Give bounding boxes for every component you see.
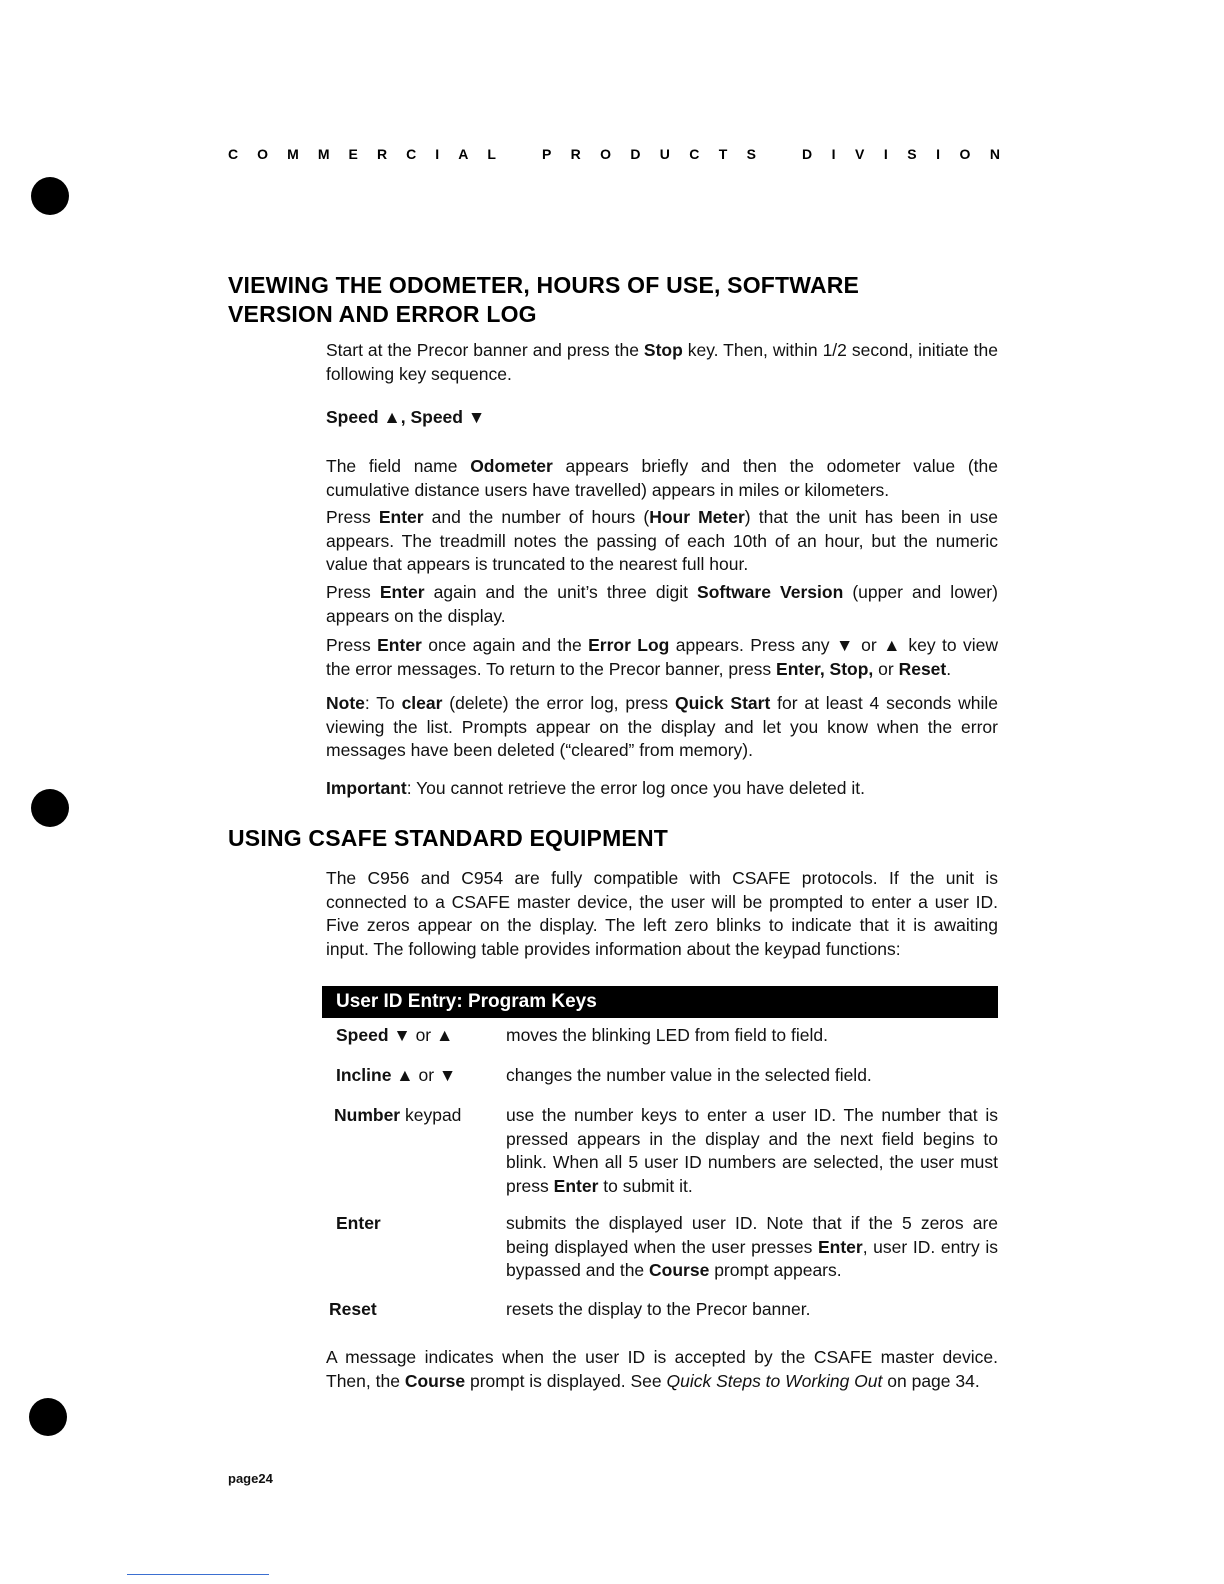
- running-head-word-products: [542, 146, 756, 162]
- section-heading-csafe: USING CSAFE STANDARD EQUIPMENT: [228, 825, 669, 851]
- enter-key-label: Enter: [817, 1236, 863, 1257]
- speed-up-arrow: ▲,: [378, 407, 411, 427]
- paragraph-hour-meter: [326, 506, 998, 577]
- table-desc-cell: [506, 1064, 998, 1088]
- text-span: Press: [326, 635, 378, 655]
- key-name: Reset: [329, 1299, 377, 1319]
- text-span: : To: [364, 693, 402, 713]
- binder-hole-top: [31, 177, 69, 215]
- text-span: key. Then, within 1/2 second, initiate the following key sequence.: [326, 340, 998, 384]
- table-key-cell: [334, 1104, 494, 1128]
- text-span: .: [946, 658, 952, 679]
- running-head-letter: I: [883, 146, 888, 162]
- key-name: Speed: [336, 1025, 389, 1045]
- desc-text: changes the number value in the selected field.: [506, 1065, 872, 1085]
- running-head-word-division: [802, 146, 1000, 162]
- text-span: and the number of hours (: [423, 507, 650, 527]
- running-head-letter: M: [287, 146, 299, 162]
- running-head-letter: R: [570, 146, 581, 162]
- text-span: : You cannot retrieve the error log once you have deleted it.: [406, 778, 865, 798]
- clear-label: clear: [401, 693, 443, 713]
- paragraph-error-log: [326, 634, 998, 681]
- important-label: Important: [326, 778, 407, 798]
- enter-stop-label: Enter, Stop,: [776, 658, 874, 679]
- running-head-letter: D: [630, 146, 641, 162]
- course-label: Course: [404, 1370, 466, 1391]
- enter-key-label: Enter: [378, 507, 424, 527]
- text-span: The field name: [326, 456, 471, 476]
- text-span: prompt is displayed. See: [465, 1370, 667, 1391]
- table-header-user-id-entry: User ID Entry: Program Keys: [322, 986, 998, 1018]
- speed-key-label: Speed: [410, 407, 463, 427]
- hour-meter-label: Hour Meter: [649, 507, 745, 527]
- note-label: Note: [326, 693, 365, 713]
- key-arrows: ▲ or ▼: [391, 1065, 457, 1085]
- desc-text: use the number keys to enter a user ID. The number that is pressed appears in the display and the next field begins to blink. When all 5 user ID numbers are selected, the user must press: [506, 1105, 998, 1196]
- desc-text: moves the blinking LED from field to field.: [506, 1025, 828, 1045]
- table-key-cell: [336, 1212, 496, 1236]
- table-desc-cell: [506, 1104, 998, 1198]
- running-head-letter: N: [989, 146, 1000, 162]
- running-head-letter: I: [435, 146, 440, 162]
- key-arrows: ▼ or ▲: [388, 1025, 454, 1045]
- table-key-cell: [329, 1298, 489, 1322]
- page-number: page24: [228, 1471, 273, 1486]
- running-head-letter: C: [228, 146, 239, 162]
- running-head-letter: O: [959, 146, 971, 162]
- text-span: again and the unit’s three digit: [424, 582, 698, 602]
- running-head-letter: L: [487, 146, 496, 162]
- desc-text: to submit it.: [598, 1175, 693, 1196]
- paragraph-odometer: [326, 455, 998, 502]
- text-span: Start at the Precor banner and press the: [326, 340, 644, 360]
- quick-start-label: Quick Start: [674, 693, 771, 713]
- running-head-letter: M: [317, 146, 330, 162]
- paragraph-start-precor-banner: [326, 339, 998, 386]
- section-heading-line-1: VIEWING THE ODOMETER, HOURS OF USE, SOFTWARE: [228, 272, 860, 298]
- running-head-letter: V: [855, 146, 865, 162]
- course-label: Course: [649, 1260, 710, 1280]
- running-head-letter: U: [659, 146, 670, 162]
- running-head-word-commercial: [228, 146, 496, 162]
- text-span: on page 34.: [882, 1370, 980, 1391]
- running-head-letter: P: [542, 146, 552, 162]
- key-name: Incline: [336, 1065, 392, 1085]
- key-name: Enter: [336, 1213, 381, 1233]
- paragraph-csafe-intro: [326, 867, 998, 961]
- enter-key-label: Enter: [553, 1175, 599, 1196]
- desc-text: prompt appears.: [709, 1260, 842, 1280]
- text-span: or: [873, 658, 899, 679]
- section-heading-viewing-odometer: [228, 271, 859, 329]
- text-span: A message indicates when the user ID is accepted by the CSAFE master device. Then, the: [326, 1347, 998, 1391]
- binder-hole-bottom: [29, 1398, 67, 1436]
- running-head: [228, 146, 1000, 162]
- text-span: (upper and lower) appears on the display.: [326, 582, 998, 626]
- running-head-letter: E: [348, 146, 358, 162]
- software-version-label: Software Version: [697, 582, 844, 602]
- speed-key-label: Speed: [326, 407, 379, 427]
- stop-key-label: Stop: [643, 340, 683, 360]
- reset-key-label: Reset: [898, 658, 947, 679]
- running-head-letter: S: [746, 146, 756, 162]
- bottom-rule: [127, 1574, 269, 1575]
- text-span: appears. Press any ▼ or ▲ key to view the error messages. To return to the Precor banner, press: [326, 635, 998, 679]
- text-span: for at least 4 seconds while viewing the list. Prompts appear on the display and let you know when the error messages have been deleted (“cleared” from memory).: [326, 693, 998, 760]
- paragraph-note-clear: [326, 692, 998, 763]
- speed-down-arrow: ▼: [462, 407, 486, 427]
- paragraph-software-version: [326, 581, 998, 628]
- running-head-letter: S: [907, 146, 917, 162]
- text-span: appears briefly and then the odometer value (the cumulative distance users have travelled) appears in miles or kilometers.: [326, 456, 998, 500]
- text-span: (delete) the error log, press: [442, 693, 675, 713]
- enter-key-label: Enter: [379, 582, 425, 602]
- key-sequence-speed: [326, 406, 998, 430]
- text-span: once again and the: [421, 635, 589, 655]
- running-head-letter: I: [936, 146, 940, 162]
- running-head-letter: D: [802, 146, 813, 162]
- table-key-cell: [336, 1064, 496, 1088]
- running-head-letter: I: [831, 146, 836, 162]
- key-arrows: keypad: [400, 1105, 462, 1125]
- running-head-letter: T: [718, 146, 728, 162]
- running-head-letter: O: [257, 146, 269, 162]
- running-head-letter: O: [600, 146, 612, 162]
- text-span: ) that the unit has been in use appears. The treadmill notes the passing of each 10th of an hour, but the numeric value that appears is truncated to the nearest full hour.: [326, 507, 998, 574]
- table-desc-cell: [506, 1212, 998, 1283]
- running-head-letter: C: [689, 146, 700, 162]
- csafe-intro-text: The C956 and C954 are fully compatible with CSAFE protocols. If the unit is connected to a CSAFE master device, the user will be prompted to enter a user ID. Five zeros appear on the display. The left zero blinks to indicate that it is awaiting input. The following table provides information about the keypad functions:: [326, 868, 998, 959]
- desc-text: , user ID. entry is bypassed and the: [506, 1236, 998, 1280]
- quick-steps-reference: Quick Steps to Working Out: [666, 1370, 883, 1391]
- running-head-letter: C: [406, 146, 417, 162]
- table-key-cell: [336, 1024, 496, 1048]
- desc-text: submits the displayed user ID. Note that if the 5 zeros are being displayed when the user presses: [506, 1213, 998, 1257]
- table-desc-cell: [506, 1024, 998, 1048]
- desc-text: resets the display to the Precor banner.: [506, 1299, 811, 1319]
- running-head-letter: A: [458, 146, 469, 162]
- running-head-letter: R: [376, 146, 388, 162]
- enter-key-label: Enter: [377, 635, 422, 655]
- odometer-label: Odometer: [470, 456, 553, 476]
- section-heading-line-2: VERSION AND ERROR LOG: [228, 301, 537, 327]
- table-desc-cell: [506, 1298, 998, 1322]
- paragraph-message-accepted: [326, 1346, 998, 1393]
- text-span: Press: [326, 582, 380, 602]
- error-log-label: Error Log: [588, 635, 670, 655]
- key-name: Number: [334, 1105, 401, 1125]
- binder-hole-middle: [31, 789, 69, 827]
- text-span: Press: [326, 507, 379, 527]
- paragraph-important: [326, 777, 998, 801]
